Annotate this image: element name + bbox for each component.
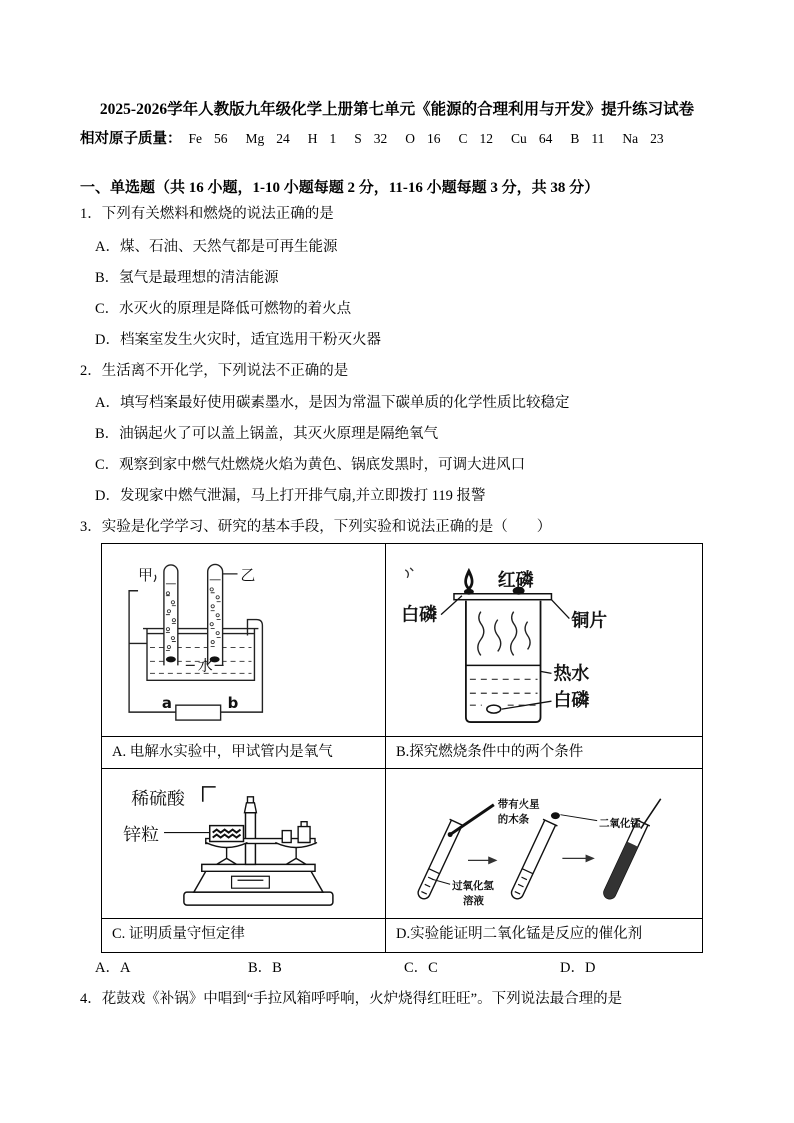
relit-splint [641, 799, 661, 829]
label-tube-jia: 甲 [138, 565, 153, 584]
test-tube-3-dark-liquid [602, 842, 638, 901]
arrow-1 [468, 857, 496, 863]
section-heading: 一、单选题（共 16 小题，1-10 小题每题 2 分，11-16 小题每题 3 分，共 38 分） [80, 180, 600, 196]
balance-diagram [102, 769, 385, 918]
element-mass: 12 [479, 131, 494, 146]
atomic-mass-line [80, 129, 682, 149]
label-red-phosphorus: 红磷 [497, 569, 534, 591]
hot-water-ripples [470, 679, 538, 705]
figure-c-caption: C. 证明质量守恒定律 [102, 919, 386, 953]
figure-a-caption: A. 电解水实验中，甲试管内是氧气 [102, 737, 386, 769]
element-mass: 16 [427, 131, 441, 146]
combustion-conditions-diagram [386, 544, 702, 736]
experiment-figure-table [101, 543, 703, 953]
white-phosphorus-top [464, 589, 474, 595]
label-hot-water: 热水 [553, 663, 590, 685]
atomic-mass-entry [246, 129, 290, 149]
element-symbol: Fe [188, 131, 202, 146]
electrolysis-diagram [102, 544, 385, 736]
question-1-option-b: B．氢气是最理想的清洁能源 [95, 270, 279, 286]
test-tube-2 [508, 819, 558, 901]
element-mass: 24 [276, 131, 290, 146]
left-pan [206, 843, 248, 848]
question-4-stem: 4．花鼓戏《补锅》中唱到“手拉风箱呼呼响，火炉烧得红旺旺”。下列说法最合理的是 [80, 991, 623, 1007]
label-manganese-dioxide: 二氧化锰 [599, 817, 641, 830]
stray-mark [405, 568, 413, 578]
test-tube-3 [600, 819, 650, 901]
label-terminal-b: b [227, 694, 239, 713]
label-solution-line-2: 溶液 [463, 895, 484, 908]
element-symbol: C [458, 131, 468, 146]
label-water: 水 [197, 656, 213, 675]
question-3-option-c: C．C [404, 960, 438, 976]
arrow-2 [562, 855, 593, 861]
paper-title: 2025-2026学年人教版九年级化学上册第七单元《能源的合理利用与开发》提升练习试卷 [99, 101, 695, 118]
power-supply-box [176, 705, 221, 720]
weight-large [298, 822, 310, 843]
balance-scale-plate [232, 876, 270, 888]
question-3-option-b: B．B [248, 960, 282, 976]
question-1-option-a: A．煤、石油、天然气都是可再生能源 [95, 239, 338, 255]
element-mass: 64 [538, 131, 553, 146]
label-splint-line-2: 的木条 [497, 813, 530, 826]
beaker [466, 601, 541, 722]
label-splint-line-1: 带有火星 [497, 798, 540, 811]
element-symbol: Cu [511, 131, 527, 146]
element-mass: 56 [214, 131, 228, 146]
electrode-left [166, 656, 176, 662]
label-zinc: 锌粒 [123, 824, 160, 846]
element-symbol: H [307, 131, 318, 146]
figure-d-caption: D.实验能证明二氧化锰是反应的催化剂 [386, 919, 703, 953]
figure-b-cell [386, 544, 703, 737]
atomic-mass-entry [570, 129, 604, 149]
white-phosphorus-underwater [487, 705, 501, 713]
manganese-dioxide-powder [551, 812, 560, 819]
vapor-wisps [478, 612, 530, 656]
right-pan [275, 843, 317, 848]
question-2-option-c: C．观察到家中燃气灶燃烧火焰为黄色、锅底发黑时，可调大进风口 [95, 457, 526, 473]
label-copper-sheet: 铜片 [571, 610, 608, 632]
atomic-mass-entry [354, 129, 387, 149]
balance-base [184, 892, 333, 905]
element-symbol: S [354, 131, 362, 146]
figure-a-cell [102, 544, 386, 737]
atomic-mass-entry [511, 129, 552, 149]
connecting-wires [129, 591, 262, 712]
question-2-option-d: D．发现家中燃气泄漏，马上打开排气扇,并立即拨打 119 报警 [95, 488, 486, 504]
label-terminal-a: a [161, 694, 172, 713]
question-2-option-b: B．油锅起火了可以盖上锅盖，其灭火原理是隔绝氧气 [95, 426, 439, 442]
atomic-mass-entry [308, 129, 337, 149]
question-1-stem: 1．下列有关燃料和燃烧的说法正确的是 [80, 206, 334, 222]
label-white-phosphorus-top: 白磷 [401, 604, 438, 626]
balance-knob [244, 797, 256, 813]
splint-ember [448, 832, 453, 837]
element-symbol: Mg [245, 131, 265, 146]
element-symbol: O [405, 131, 416, 146]
weight-small [282, 831, 291, 843]
test-tube-2-glass [508, 819, 558, 901]
element-mass: 23 [650, 131, 664, 146]
figure-b-caption: B.探究燃烧条件中的两个条件 [386, 737, 703, 769]
question-3-stem: 3．实验是化学学习、研究的基本手段，下列实验和说法正确的是（ ） [80, 519, 552, 535]
element-mass: 11 [591, 131, 605, 146]
question-1-option-d: D．档案室发生火灾时，适宜选用干粉灭火器 [95, 332, 381, 348]
label-dilute-sulfuric-acid: 稀硫酸 [131, 788, 185, 810]
label-leader-lines [441, 596, 569, 709]
question-3-option-a: A．A [95, 960, 131, 976]
label-white-phosphorus-bottom: 白磷 [553, 690, 590, 712]
question-2-stem: 2．生活离不开化学，下列说法不正确的是 [80, 363, 349, 379]
element-symbol: Na [622, 131, 639, 146]
atomic-mass-label: 相对原子质量： [80, 131, 182, 147]
catalyst-leader-line [560, 815, 597, 821]
label-tube-yi: 乙 [240, 565, 256, 584]
atomic-mass-entry [459, 129, 494, 149]
atomic-mass-entry [189, 129, 228, 149]
glowing-splint [450, 805, 494, 835]
atomic-mass-entry [622, 129, 663, 149]
element-mass: 1 [329, 131, 337, 146]
acid-dropper-mark [203, 787, 216, 802]
catalyst-test-diagram [386, 769, 702, 918]
label-solution-line-1: 过氧化氢 [452, 880, 494, 893]
question-2-option-a: A．填写档案最好使用碳素墨水，是因为常温下碳单质的化学性质比较稳定 [95, 395, 570, 411]
question-3-option-d: D．D [560, 960, 596, 976]
figure-d-cell [386, 769, 703, 919]
reaction-beaker [210, 826, 244, 842]
element-mass: 32 [373, 131, 388, 146]
figure-c-cell [102, 769, 386, 919]
question-1-option-c: C．水灭火的原理是降低可燃物的着火点 [95, 301, 352, 317]
atomic-mass-entry [405, 129, 440, 149]
white-phosphorus-flame [464, 568, 473, 591]
element-symbol: B [570, 131, 580, 146]
